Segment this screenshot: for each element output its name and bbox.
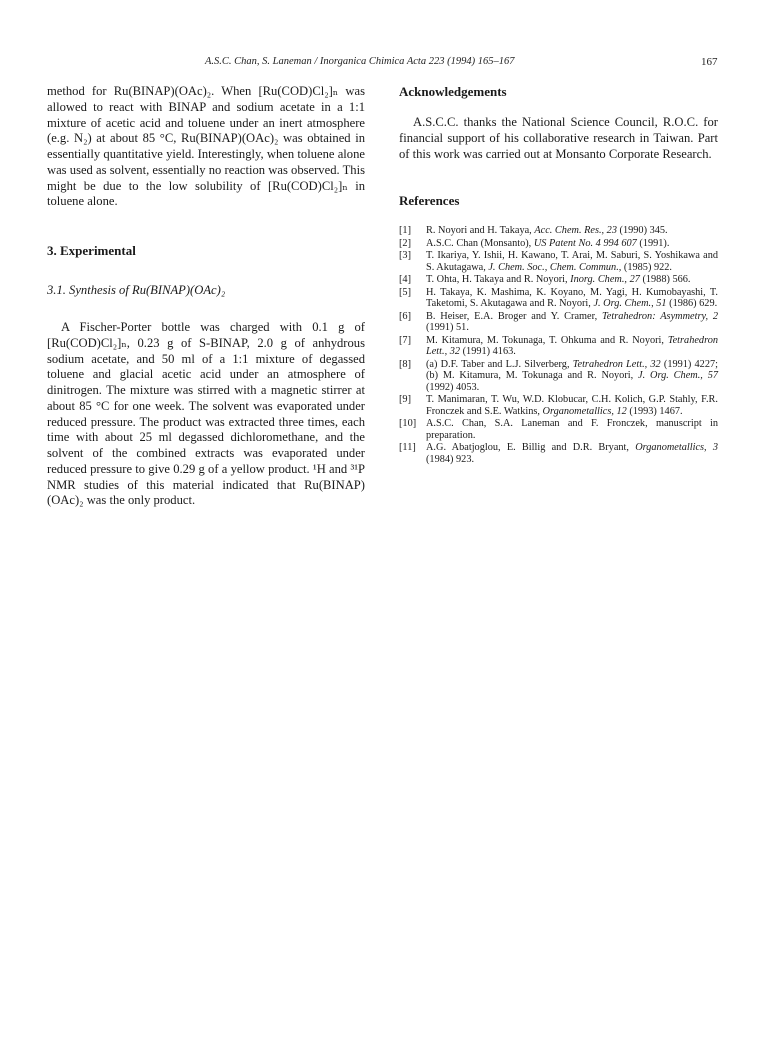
- reference-journal: Tetrahedron: Asymmetry, 2: [602, 311, 719, 323]
- running-head: A.S.C. Chan, S. Laneman / Inorganica Chimica Acta 223 (1994) 165–167: [205, 56, 515, 67]
- reference-journal: J. Chem. Soc., Chem. Commun.,: [488, 261, 622, 273]
- reference-journal: Organometallics, 12: [542, 405, 627, 417]
- experimental-paragraph: A Fischer-Porter bottle was charged with 0.1 g of [Ru(COD)Cl₂]ₙ, 0.23 g of S-BINAP, 2.0 g of anhydrous sodium acetate, and 50 ml of a 1:1 mixture of degassed toluene and glacial acetic acid under an atmosphere of dinitrogen. The mixture was stirred with a magnetic stirrer at about 85 °C for one week. The solvent was evaporated under reduced pressure. The product was extracted three times, each time with about 25 ml degassed dichloromethane, and the solvent of the combined extracts was evaporated under reduced pressure to give 0.29 g of a yellow product. ¹H and ³¹P NMR studies of this material indicated that Ru(BINAP)(OAc)₂ was the only product.: [47, 320, 365, 508]
- reference-list: [399, 225, 718, 465]
- reference-item: [5] H. Takaya, K. Mashima, K. Koyano, M. Yagi, H. Kumobayashi, T. Taketomi, S. Akutagawa and R. Noyori, J. Org. Chem., 51 (1986) 629.: [399, 287, 718, 310]
- right-column: [399, 84, 718, 466]
- reference-journal: US Patent No. 4 994 607: [533, 237, 637, 249]
- references-title: References: [399, 193, 460, 209]
- reference-number: [3]: [399, 250, 412, 262]
- reference-journal: J. Org. Chem., 51: [593, 298, 667, 310]
- reference-item: [9] T. Manimaran, T. Wu, W.D. Klobucar, C.H. Kolich, G.P. Stahly, F.R. Fronczek and S.E. Watkins, Organometallics, 12 (1993) 1467.: [399, 394, 718, 417]
- acknowledgements-title: Acknowledgements: [399, 84, 507, 99]
- reference-number: [7]: [399, 335, 412, 347]
- reference-journal: Acc. Chem. Res., 23: [534, 225, 617, 237]
- reference-item: [10] A.S.C. Chan, S.A. Laneman and F. Fronczek, manuscript in preparation.: [399, 418, 718, 441]
- reference-number: [8]: [399, 359, 412, 371]
- reference-journal: Tetrahedron Lett., 32: [426, 335, 718, 358]
- page-number: 167: [701, 56, 718, 68]
- reference-number: [10]: [399, 418, 417, 430]
- acknowledgements-text: A.S.C.C. thanks the National Science Council, R.O.C. for financial support of his collaborative research in Taiwan. Part of this work was carried out at Monsanto Corporate Research.: [399, 115, 718, 161]
- reference-number: [1]: [399, 225, 412, 237]
- section-title-experimental: 3. Experimental: [47, 243, 136, 258]
- reference-number: [5]: [399, 287, 412, 299]
- reference-journal: Tetrahedron Lett., 32: [572, 359, 661, 371]
- reference-number: [9]: [399, 394, 412, 406]
- reference-number: [11]: [399, 442, 416, 454]
- reference-item: [3] T. Ikariya, Y. Ishii, H. Kawano, T. Arai, M. Saburi, S. Yoshikawa and S. Akutagawa, J. Chem. Soc., Chem. Commun., (1985) 922.: [399, 250, 718, 273]
- reference-item: [7] M. Kitamura, M. Tokunaga, T. Ohkuma and R. Noyori, Tetrahedron Lett., 32 (1991) 4163.: [399, 335, 718, 358]
- reference-item: [2] A.S.C. Chan (Monsanto), US Patent No. 4 994 607 (1991).: [399, 237, 670, 249]
- reference-journal: Organometallics, 3: [635, 442, 718, 454]
- reference-number: [4]: [399, 274, 412, 286]
- reference-number: [2]: [399, 237, 412, 249]
- subsection-title-synthesis: 3.1. Synthesis of Ru(BINAP)(OAc)₂: [47, 283, 226, 297]
- page-header: [0, 56, 768, 72]
- left-column: [47, 84, 365, 509]
- continued-paragraph: method for Ru(BINAP)(OAc)₂. When [Ru(COD)Cl₂]ₙ was allowed to react with BINAP and sodium acetate in a 1:1 mixture of acetic acid and toluene under an inert atmosphere (e.g. N₂) at about 85 °C, Ru(BINAP)(OAc)₂ was obtained in essentially quantitative yield. Interestingly, when toluene alone was used as solvent, essentially no reaction was observed. This might be due to the low solubility of [Ru(COD)Cl₂]ₙ in toluene alone.: [47, 84, 365, 209]
- reference-item: [6] B. Heiser, E.A. Broger and Y. Cramer, Tetrahedron: Asymmetry, 2 (1991) 51.: [399, 311, 719, 334]
- reference-journal: Inorg. Chem., 27: [570, 274, 640, 286]
- reference-item: [8] (a) D.F. Taber and L.J. Silverberg, Tetrahedron Lett., 32 (1991) 4227; (b) M. Kitamura, M. Tokunaga and R. Noyori, J. Org. Chem., 57 (1992) 4053.: [399, 359, 718, 393]
- reference-item: [4] T. Ohta, H. Takaya and R. Noyori, Inorg. Chem., 27 (1988) 566.: [399, 274, 691, 286]
- reference-item: [1] R. Noyori and H. Takaya, Acc. Chem. Res., 23 (1990) 345.: [399, 225, 668, 237]
- reference-number: [6]: [399, 311, 412, 323]
- reference-item: [11] A.G. Abatjoglou, E. Billig and D.R. Bryant, Organometallics, 3 (1984) 923.: [399, 442, 718, 465]
- reference-journal-2: J. Org. Chem., 57: [638, 370, 718, 382]
